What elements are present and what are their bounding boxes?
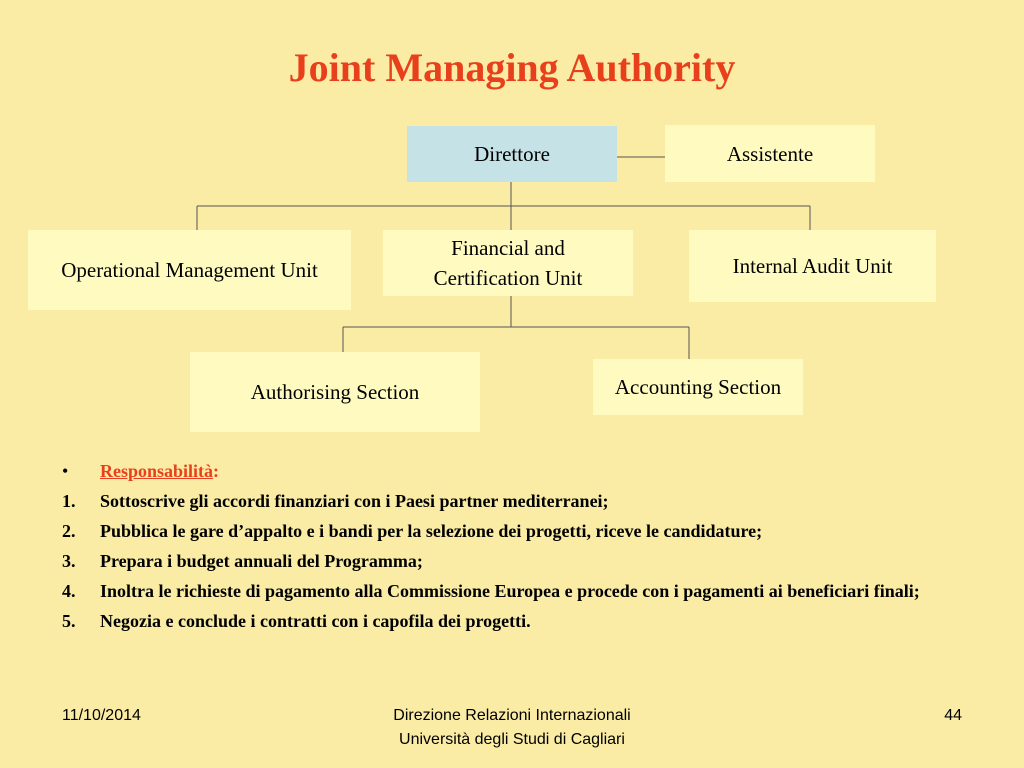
list-item: [62, 576, 962, 606]
footer-org-line2: Università degli Studi di Cagliari: [399, 731, 625, 748]
financial-unit-label: Financial and Certification Unit: [433, 236, 583, 290]
assistant-box: [665, 125, 875, 182]
responsibilities-list: [62, 456, 962, 636]
responsibilities-heading-text: Responsabilità: [100, 461, 214, 481]
responsibilities-heading: Responsabilità:: [100, 461, 220, 481]
list-item-number: 4.: [62, 581, 76, 601]
list-item-text: Negozia e conclude i contratti con i capofila dei progetti.: [100, 611, 531, 631]
list-item-number: 1.: [62, 491, 76, 511]
assistant-label: Assistente: [726, 141, 814, 166]
list-item-text: Sottoscrive gli accordi finanziari con i Paesi partner mediterranei;: [100, 491, 609, 511]
list-item: [62, 606, 962, 636]
audit-unit-box: [689, 230, 936, 302]
authorising-section-box: [190, 352, 480, 432]
list-item-text: Pubblica le gare d’appalto e i bandi per la selezione dei progetti, riceve le candidature;: [100, 521, 763, 541]
list-item-number: 3.: [62, 551, 76, 571]
slide-title: Joint Managing Authority: [288, 45, 736, 90]
operational-unit-box: [28, 230, 351, 310]
director-box: [407, 126, 617, 182]
footer-org-line1: Direzione Relazioni Internazionali: [393, 707, 631, 724]
audit-unit-label: Internal Audit Unit: [732, 254, 893, 278]
list-item: [62, 486, 962, 516]
accounting-section-box: [593, 359, 803, 415]
list-item-text: Inoltra le richieste di pagamento alla Commissione Europea e procede con i pagamenti ai beneficiari finali;: [100, 581, 920, 601]
list-item-number: 2.: [62, 521, 76, 541]
financial-unit-box: [383, 230, 633, 296]
accounting-section-label: Accounting Section: [614, 375, 782, 399]
operational-unit-label: Operational Management Unit: [61, 258, 318, 282]
list-item-number: 5.: [62, 611, 76, 631]
authorising-section-label: Authorising Section: [250, 380, 420, 404]
list-item-text: Prepara i budget annuali del Programma;: [100, 551, 423, 571]
footer-organization: [312, 704, 712, 752]
footer-page-number: 44: [944, 707, 962, 724]
bullet-mark: •: [62, 461, 69, 481]
responsibilities-heading-row: [62, 456, 962, 486]
director-label: Direttore: [474, 142, 550, 166]
list-item: [62, 546, 962, 576]
list-item: [62, 516, 962, 546]
footer-date: 11/10/2014: [62, 707, 141, 724]
